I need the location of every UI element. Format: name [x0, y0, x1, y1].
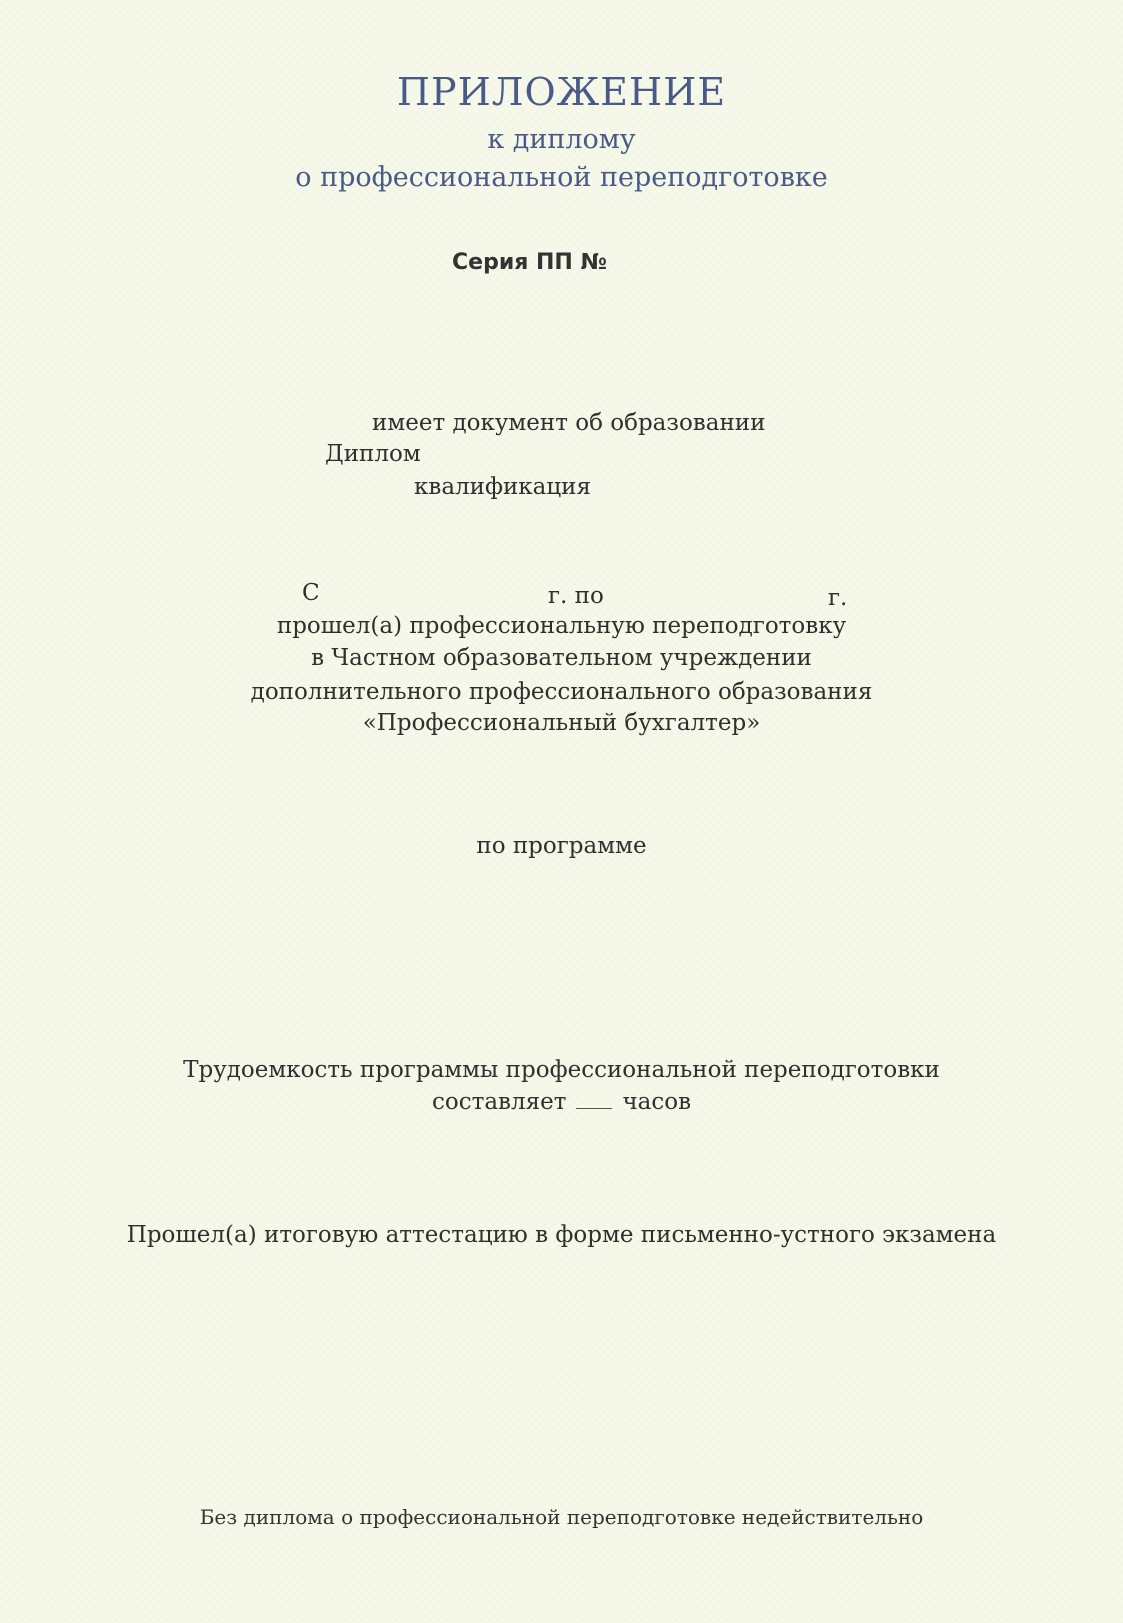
institution-line1: в Частном образовательном учреждении	[311, 645, 812, 671]
retraining-passed-text: прошел(а) профессиональную переподготовку	[276, 613, 847, 639]
final-exam-text: Прошел(а) итоговую аттестацию в форме письменно-устного экзамена	[126, 1222, 997, 1248]
program-label: по программе	[476, 833, 647, 859]
labor-intensity-text: Трудоемкость программы профессиональной переподготовки	[183, 1057, 940, 1083]
page-title: ПРИЛОЖЕНИЕ	[396, 70, 727, 114]
page-subtitle-line2: о профессиональной переподготовке	[295, 162, 828, 193]
period-to-label: г. по	[548, 583, 604, 609]
diploma-label: Диплом	[325, 441, 421, 467]
period-from-label: С	[302, 580, 320, 606]
education-document-text: имеет документ об образовании	[372, 410, 766, 436]
institution-name: «Профессиональный бухгалтер»	[362, 710, 761, 736]
qualification-label: квалификация	[414, 474, 592, 500]
hours-blank-field	[576, 1108, 612, 1109]
series-number-label: Серия ПП №	[452, 250, 607, 275]
hours-label: часов	[622, 1089, 692, 1115]
amounts-to-label: составляет	[432, 1089, 567, 1115]
period-year-suffix: г.	[828, 585, 848, 611]
labor-hours-line	[432, 1089, 691, 1115]
validity-footer: Без диплома о профессиональной переподготовке недействительно	[199, 1505, 924, 1529]
page-subtitle-line1: к диплому	[487, 124, 636, 155]
institution-line2: дополнительного профессионального образования	[250, 679, 873, 705]
